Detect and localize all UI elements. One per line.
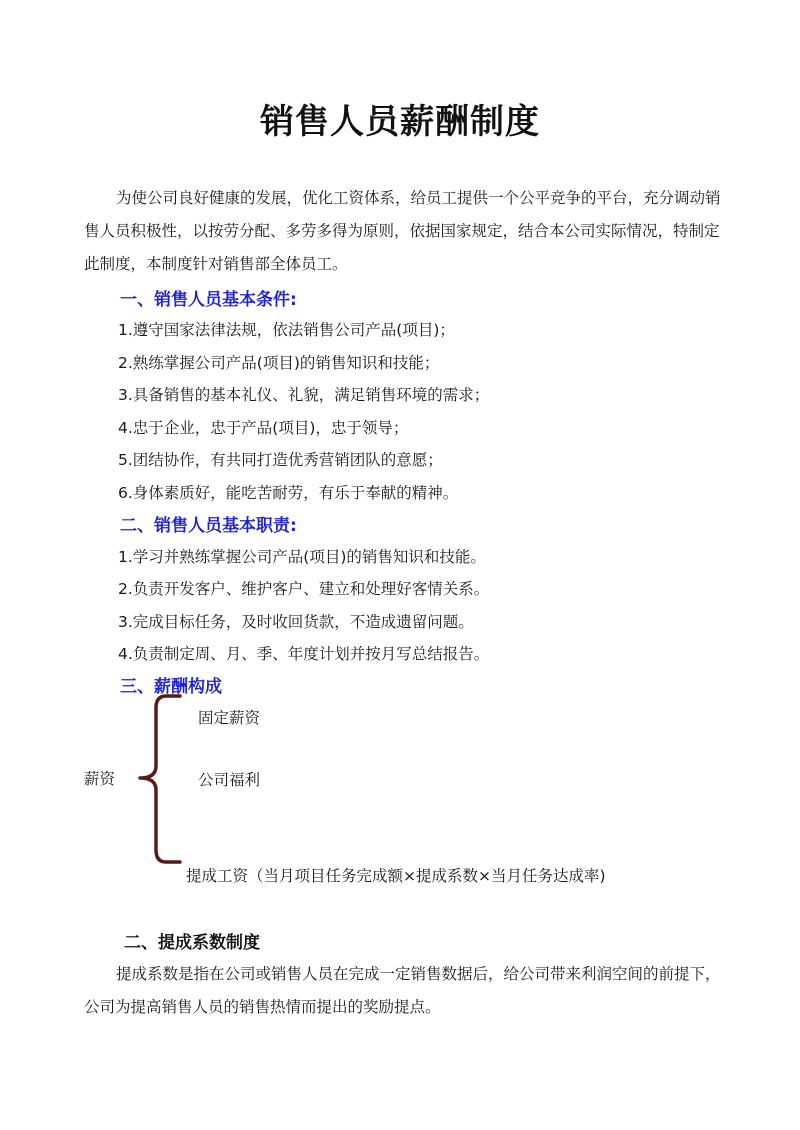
section3-heading: 三、薪酬构成 — [120, 677, 222, 697]
section1-item: 2.熟练掌握公司产品(项目)的销售知识和技能； — [118, 354, 440, 372]
curly-brace — [128, 692, 188, 867]
section4-heading: 二、提成系数制度 — [124, 933, 260, 953]
section1-heading: 一、销售人员基本条件: — [120, 290, 297, 310]
salary-branch-fixed: 固定薪资 — [198, 709, 261, 727]
section2-item: 2.负责开发客户、维护客户、建立和处理好客情关系。 — [118, 580, 490, 598]
section2-heading: 二、销售人员基本职责: — [120, 516, 297, 536]
section1-item: 5.团结协作，有共同打造优秀营销团队的意愿； — [118, 451, 443, 469]
section1-item: 1.遵守国家法律法规，依法销售公司产品(项目)； — [118, 321, 455, 339]
salary-root-label: 薪资 — [84, 770, 116, 788]
section2-item: 1.学习并熟练掌握公司产品(项目)的销售知识和技能。 — [118, 548, 486, 566]
section4-paragraph: 提成系数是指在公司或销售人员在完成一定销售数据后，给公司带来利润空间的前提下，公司为提高销售人员的销售热情而提出的奖励提点。 — [84, 965, 721, 1016]
intro-paragraph: 为使公司良好健康的发展，优化工资体系，给员工提供一个公平竞争的平台，充分调动销售人员积极性，以按劳分配、多劳多得为原则，依据国家规定，结合本公司实际情况，特制定此制度，本制度针对销售部全体员工。 — [84, 189, 721, 273]
section1-item: 3.具备销售的基本礼仪、礼貌，满足销售环境的需求； — [118, 386, 490, 404]
salary-branch-welfare: 公司福利 — [198, 771, 261, 789]
salary-branch-commission: 提成工资（当月项目任务完成额×提成系数×当月任务达成率) — [186, 867, 606, 885]
section2-item: 3.完成目标任务，及时收回货款，不造成遗留问题。 — [118, 613, 474, 631]
section1-item: 6.身体素质好，能吃苦耐劳，有乐于奉献的精神。 — [118, 484, 459, 502]
section1-item: 4.忠于企业，忠于产品(项目)，忠于领导； — [118, 419, 409, 437]
document-title: 销售人员薪酬制度 — [260, 102, 540, 142]
section2-item: 4.负责制定周、月、季、年度计划并按月写总结报告。 — [118, 645, 490, 663]
